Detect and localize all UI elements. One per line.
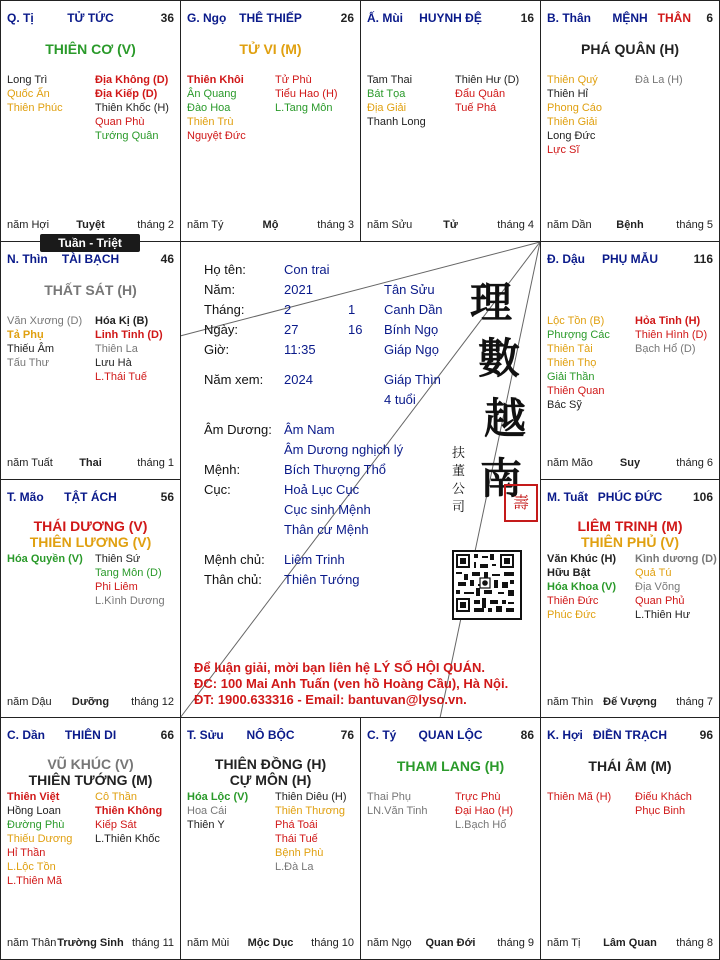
star-item: Thiên Trù — [187, 116, 234, 128]
palace-header — [7, 728, 174, 746]
footer-stage: Tử — [443, 219, 458, 231]
main-star: THÁI ÂM (M) — [588, 758, 672, 774]
palace-name: QUAN LỘC — [418, 728, 483, 742]
star-item: Ân Quang — [187, 88, 237, 100]
star-item: Long Đức — [547, 130, 596, 142]
stars-right — [275, 790, 347, 874]
palace-footer — [7, 696, 174, 710]
palace-header — [7, 490, 174, 508]
star-item: Quan Phủ — [635, 595, 685, 607]
palace-footer — [547, 457, 713, 471]
main-star: THIÊN TƯỚNG (M) — [28, 772, 153, 788]
star-item: Tử Phù — [275, 74, 312, 86]
hour-value: 11:35 — [284, 342, 316, 357]
footer-stage: Mộc Dục — [247, 937, 294, 949]
palace-header — [7, 11, 174, 29]
am-duong-label: Âm Dương: — [204, 422, 272, 437]
star-item: Thai Phụ — [367, 791, 412, 803]
signature-char-4: 司 — [452, 500, 466, 515]
footer-year: năm Dần — [547, 219, 592, 231]
stars-left — [367, 790, 428, 818]
palace-age: 86 — [520, 728, 534, 742]
star-item: L.Kình Dương — [95, 595, 165, 607]
name-value: Con trai — [284, 262, 330, 277]
than-chu-value: Thiên Tướng — [284, 572, 360, 587]
calligraphy-char-2: 數 — [478, 334, 521, 383]
palace-footer — [367, 937, 534, 951]
main-star: TỬ VI (M) — [239, 41, 302, 57]
star-item: Lực Sĩ — [547, 144, 580, 156]
palace-ngo — [180, 0, 361, 242]
footer-month: tháng 11 — [131, 937, 174, 949]
footer-stage: Trường Sinh — [57, 937, 124, 949]
menh-chu-value: Liêm Trinh — [284, 552, 345, 567]
star-item: Hóa Quyền (V) — [7, 553, 83, 565]
signature-char-3: 公 — [452, 482, 466, 497]
hour-label: Giờ: — [204, 342, 230, 357]
star-item: Phi Liêm — [95, 581, 138, 593]
stars-right — [635, 73, 683, 87]
than-chu-label: Thân chủ: — [204, 572, 262, 587]
star-item: Hóa Khoa (V) — [547, 581, 617, 593]
am-duong-note: Âm Dương nghịch lý — [284, 442, 404, 457]
star-item: Địa Kiếp (D) — [95, 88, 158, 100]
palace-name: NÔ BỘC — [246, 728, 295, 742]
star-item: Thiên Khốc (H) — [95, 102, 169, 114]
year-value: 2021 — [284, 282, 313, 297]
star-item: Thiên Khôi — [187, 74, 244, 86]
star-item: Thiên Không — [95, 805, 163, 817]
star-item: Phượng Các — [547, 329, 610, 341]
footer-month: tháng 3 — [317, 219, 354, 231]
star-item: Văn Khúc (H) — [547, 553, 617, 565]
palace-branch: N. Thìn — [7, 252, 48, 266]
star-item: Tướng Quân — [95, 130, 159, 142]
footer-year: năm Tuất — [7, 457, 53, 469]
signature-char-2: 董 — [452, 464, 466, 479]
tuan-triet-badge: Tuần - Triệt — [40, 234, 140, 252]
footer-stage: Mộ — [262, 219, 279, 231]
star-item: L.Lộc Tồn — [7, 861, 56, 873]
footer-month: tháng 8 — [676, 937, 713, 949]
star-item: Văn Xương (D) — [7, 315, 83, 327]
stars-right — [95, 552, 165, 608]
footer-year: năm Hợi — [7, 219, 50, 231]
palace-branch: T. Sửu — [187, 728, 224, 742]
contact-line-3: ĐT: 1900.633316 - Email: bantuvan@lyso.vn. — [194, 692, 467, 707]
stars-right — [275, 73, 338, 115]
stars-right — [95, 314, 163, 384]
view-year-can-chi: Giáp Thìn — [384, 372, 441, 387]
stars-right — [455, 790, 513, 832]
stars-right — [635, 552, 717, 622]
stars-right — [95, 790, 162, 846]
star-item: L.Tang Môn — [275, 102, 333, 114]
star-item: Long Trì — [7, 74, 48, 86]
footer-stage: Thai — [79, 457, 102, 469]
palace-ty — [0, 0, 181, 242]
stars-left — [547, 552, 616, 622]
star-item: Bạch Hổ (D) — [635, 343, 696, 355]
star-item: Quan Phù — [95, 116, 145, 128]
star-item: Thiếu Âm — [7, 343, 55, 355]
palace-footer — [187, 219, 354, 233]
star-item: Giải Thần — [547, 371, 595, 383]
star-item: Thiên Thọ — [547, 357, 597, 369]
palace-footer — [547, 219, 713, 233]
palace-name: HUYNH ĐỆ — [419, 11, 482, 25]
palace-thin — [0, 241, 181, 480]
palace-footer — [7, 219, 174, 233]
palace-header — [547, 11, 713, 29]
footer-month: tháng 6 — [676, 457, 713, 469]
star-item: Thiên Tài — [547, 343, 593, 355]
star-item: Thiên Đức — [547, 595, 599, 607]
palace-hoi — [540, 717, 720, 960]
star-item: L.Thiên Hư — [635, 609, 691, 621]
footer-month: tháng 10 — [311, 937, 354, 949]
palace-footer — [187, 937, 354, 951]
star-item: L.Đà La — [275, 861, 314, 873]
footer-year: năm Mão — [547, 457, 593, 469]
footer-month: tháng 5 — [676, 219, 713, 231]
footer-year: năm Ngọ — [367, 937, 412, 949]
palace-header — [367, 11, 534, 29]
cuc-value: Hoả Lục Cục — [284, 482, 360, 497]
contact-line-2: ĐC: 100 Mai Anh Tuấn (ven hồ Hoàng Cầu), Hà Nội. — [194, 676, 509, 691]
menh-value: Bích Thượng Thổ — [284, 462, 387, 477]
footer-month: tháng 7 — [676, 696, 713, 708]
palace-footer — [367, 219, 534, 233]
palace-name: TÀI BẠCH — [61, 252, 120, 266]
star-item: Thiên Thương — [275, 805, 346, 817]
palace-name: THIÊN DI — [64, 728, 117, 742]
contact-line-1: Để luận giải, mời bạn liên hệ LÝ SỐ HỘI QUÁN. — [194, 660, 485, 675]
star-item: L.Bạch Hổ — [455, 819, 507, 831]
star-item: Đại Hao (H) — [455, 805, 514, 817]
star-item: Địa Không (D) — [95, 74, 169, 86]
palace-mao — [0, 479, 181, 719]
qr-code[interactable] — [452, 550, 522, 620]
main-star: CỰ MÔN (H) — [229, 772, 312, 788]
palace-age: 56 — [160, 490, 174, 504]
star-item: Hoa Cái — [187, 805, 227, 817]
footer-year: năm Dậu — [7, 696, 52, 708]
palace-name: PHÚC ĐỨC — [597, 490, 663, 504]
star-item: Thiên Hình (D) — [635, 329, 708, 341]
palace-name: TỬ TỨC — [67, 11, 114, 25]
star-item: Tang Môn (D) — [95, 567, 162, 579]
palace-age: 16 — [520, 11, 534, 25]
main-star: THAM LANG (H) — [396, 758, 505, 774]
star-item: Thiên Quan — [547, 385, 605, 397]
star-item: Hồng Loan — [7, 805, 61, 817]
footer-stage: Lâm Quan — [603, 937, 657, 949]
am-duong-value: Âm Nam — [284, 422, 335, 437]
palace-footer — [7, 457, 174, 471]
star-item: Thiên Quý — [547, 74, 598, 86]
palace-branch: B. Thân — [547, 11, 591, 25]
palace-name: THÊ THIẾP — [239, 11, 302, 25]
star-item: Thiên Diêu (H) — [275, 791, 347, 803]
footer-year: năm Mùi — [187, 937, 230, 949]
palace-age: 96 — [699, 728, 713, 742]
star-item: Đào Hoa — [187, 102, 231, 114]
footer-stage: Tuyệt — [76, 219, 105, 231]
main-star: PHÁ QUÂN (H) — [581, 41, 679, 57]
footer-stage: Dưỡng — [71, 696, 110, 708]
star-item: Phục Binh — [635, 805, 686, 817]
palace-dan — [0, 717, 181, 960]
cuc-note-2: Thân cư Mệnh — [284, 522, 369, 537]
star-item: Đường Phù — [7, 819, 65, 831]
star-item: Địa Võng — [635, 581, 681, 593]
star-item: Quốc Ấn — [7, 88, 50, 100]
star-item: Tiểu Hao (H) — [275, 88, 338, 100]
month-lunar: 1 — [348, 302, 356, 317]
star-item: Phong Cáo — [547, 102, 603, 114]
palace-header — [547, 728, 713, 746]
star-item: Thiên Việt — [7, 791, 60, 803]
month-can-chi: Canh Dần — [384, 302, 443, 317]
stars-left — [547, 790, 611, 804]
star-item: Thiên Sứ — [95, 553, 141, 565]
stars-left — [367, 73, 426, 129]
palace-age: 46 — [160, 252, 174, 266]
stars-left — [7, 73, 63, 115]
menh-label: Mệnh: — [204, 462, 241, 477]
palace-name: MỆNH — [612, 11, 648, 25]
star-item: Kiếp Sát — [95, 819, 137, 831]
view-year-value: 2024 — [284, 372, 313, 387]
star-item: L.Thiên Mã — [7, 875, 63, 887]
star-item: Hỏa Tinh (H) — [635, 315, 701, 327]
star-item: Phá Toái — [275, 819, 318, 831]
star-item: Bệnh Phù — [275, 847, 324, 859]
stars-left — [7, 314, 82, 370]
star-item: Bát Tọa — [367, 88, 406, 100]
palace-footer — [7, 937, 174, 951]
star-item: Thái Tuế — [275, 833, 318, 845]
star-item: Phúc Đức — [547, 609, 596, 621]
year-label: Năm: — [204, 282, 236, 297]
palace-header — [187, 728, 354, 746]
palace-branch: K. Hợi — [547, 728, 583, 742]
hour-can-chi: Giáp Ngọ — [384, 342, 439, 357]
palace-age: 76 — [340, 728, 354, 742]
palace-dau — [540, 241, 720, 480]
palace-header — [187, 11, 354, 29]
main-star: THÁI DƯƠNG (V) — [33, 518, 148, 534]
footer-month: tháng 2 — [137, 219, 174, 231]
main-star: THIÊN ĐỒNG (H) — [214, 756, 327, 772]
qr-code-image — [454, 552, 516, 614]
palace-age: 26 — [340, 11, 354, 25]
year-can-chi: Tân Sửu — [384, 282, 435, 297]
palace-name: TẬT ÁCH — [64, 490, 117, 504]
star-item: Điếu Khách — [635, 791, 692, 803]
calligraphy-char-3: 越 — [484, 394, 527, 443]
star-item: Thiên Hư (D) — [455, 74, 520, 86]
palace-header — [367, 728, 534, 746]
view-year-label: Năm xem: — [204, 372, 264, 387]
footer-year: năm Tý — [187, 219, 224, 231]
footer-month: tháng 12 — [131, 696, 174, 708]
palace-suu — [180, 717, 361, 960]
star-item: LN.Văn Tinh — [367, 805, 428, 817]
star-item: Tuế Phá — [455, 102, 497, 114]
star-item: Thiên Phúc — [7, 102, 63, 114]
cuc-label: Cục: — [204, 482, 231, 497]
day-solar: 27 — [284, 322, 299, 337]
star-item: Quả Tú — [635, 567, 672, 579]
footer-month: tháng 9 — [497, 937, 534, 949]
star-item: Thiên Y — [187, 819, 225, 831]
day-label: Ngày: — [204, 322, 238, 337]
palace-header — [7, 252, 174, 270]
main-star: THIÊN LƯƠNG (V) — [29, 534, 152, 550]
star-item: Đẩu Quân — [455, 88, 506, 100]
stars-right — [95, 73, 169, 143]
palace-than — [540, 0, 720, 242]
stars-left — [187, 73, 246, 143]
footer-year: năm Thân — [7, 937, 57, 949]
star-item: Tam Thai — [367, 74, 413, 86]
main-star: LIÊM TRINH (M) — [577, 518, 683, 534]
star-item: Nguyệt Đức — [187, 130, 246, 142]
calligraphy-char-1: 理 — [470, 278, 513, 327]
star-item: Thiên Mã (H) — [547, 791, 612, 803]
footer-stage: Suy — [619, 457, 641, 469]
palace-branch: Ấ. Mùi — [367, 11, 403, 25]
palace-branch: T. Mão — [7, 490, 44, 504]
calligraphy-char-4: 南 — [480, 454, 523, 503]
footer-month: tháng 4 — [497, 219, 534, 231]
star-item: Thiên La — [95, 343, 138, 355]
star-item: Lộc Tồn (B) — [547, 315, 605, 327]
palace-mui — [360, 0, 541, 242]
day-can-chi: Bính Ngọ — [384, 322, 439, 337]
star-item: Tả Phụ — [7, 329, 44, 341]
palace-age: 36 — [160, 11, 174, 25]
star-item: Hỉ Thần — [7, 847, 46, 859]
palace-age: 6 — [706, 11, 713, 25]
footer-stage: Quan Đới — [425, 937, 476, 949]
stars-left — [7, 552, 83, 566]
stars-left — [547, 314, 610, 412]
star-item: Tấu Thư — [7, 357, 50, 369]
star-item: Bác Sỹ — [547, 399, 582, 411]
star-item: L.Thái Tuế — [95, 371, 147, 383]
stars-right — [455, 73, 519, 115]
palace-branch: G. Ngọ — [187, 11, 227, 25]
star-item: Thiên Giải — [547, 116, 598, 128]
palace-header — [547, 490, 713, 508]
star-item: Địa Giải — [367, 102, 407, 114]
footer-stage: Đế Vượng — [603, 696, 657, 708]
signature-char-1: 扶 — [452, 446, 466, 461]
star-item: Hóa Lộc (V) — [187, 791, 249, 803]
palace-branch: C. Tý — [367, 728, 397, 742]
star-item: Hữu Bật — [547, 567, 591, 579]
star-item: Cô Thần — [95, 791, 137, 803]
palace-name: PHỤ MẪU — [602, 252, 658, 266]
star-item: Thanh Long — [367, 116, 426, 128]
palace-branch: M. Tuất — [547, 490, 589, 504]
star-item: L.Thiên Khốc — [95, 833, 160, 845]
palace-footer — [547, 937, 713, 951]
footer-month: tháng 1 — [137, 457, 174, 469]
star-item: Hóa Kị (B) — [95, 315, 149, 327]
palace-name: ĐIỀN TRẠCH — [593, 728, 667, 742]
palace-age: 116 — [693, 252, 713, 266]
palace-footer — [547, 696, 713, 710]
palace-age: 66 — [160, 728, 174, 742]
star-item: Linh Tinh (D) — [95, 329, 163, 341]
cuc-note-1: Cục sinh Mệnh — [284, 502, 371, 517]
stars-left — [547, 73, 602, 157]
name-label: Họ tên: — [204, 262, 246, 277]
star-item: Thiên Hỉ — [547, 88, 588, 100]
than-marker: THÂN — [657, 11, 691, 25]
palace-ty2 — [360, 717, 541, 960]
star-item: Thiếu Dương — [7, 833, 73, 845]
star-item: Đà La (H) — [635, 74, 683, 86]
palace-branch: C. Dần — [7, 728, 46, 742]
footer-stage: Bệnh — [616, 219, 644, 231]
stars-right — [635, 790, 692, 818]
palace-branch: Đ. Dậu — [547, 252, 586, 266]
main-star: THIÊN CƠ (V) — [45, 41, 136, 57]
main-star: VŨ KHÚC (V) — [47, 756, 134, 772]
stars-right — [635, 314, 707, 356]
stars-left — [187, 790, 248, 832]
star-item: Lưu Hà — [95, 357, 132, 369]
palace-tuat — [540, 479, 720, 719]
main-star: THẤT SÁT (H) — [44, 282, 137, 298]
age-text: 4 tuổi — [384, 392, 416, 407]
star-item: Trực Phù — [455, 791, 501, 803]
star-item: Kình dương (D) — [635, 553, 717, 565]
footer-year: năm Tị — [547, 937, 581, 949]
footer-year: năm Thìn — [547, 696, 594, 708]
stars-left — [7, 790, 72, 888]
palace-header — [547, 252, 713, 270]
month-label: Tháng: — [204, 302, 245, 317]
footer-year: năm Sửu — [367, 219, 413, 231]
palace-age: 106 — [692, 490, 713, 504]
day-lunar: 16 — [348, 322, 363, 337]
menh-chu-label: Mệnh chủ: — [204, 552, 265, 567]
main-star: THIÊN PHỦ (V) — [581, 534, 679, 550]
red-seal-stamp: 壽 — [504, 484, 538, 522]
month-solar: 2 — [284, 302, 292, 317]
palace-branch: Q. Tị — [7, 11, 34, 25]
